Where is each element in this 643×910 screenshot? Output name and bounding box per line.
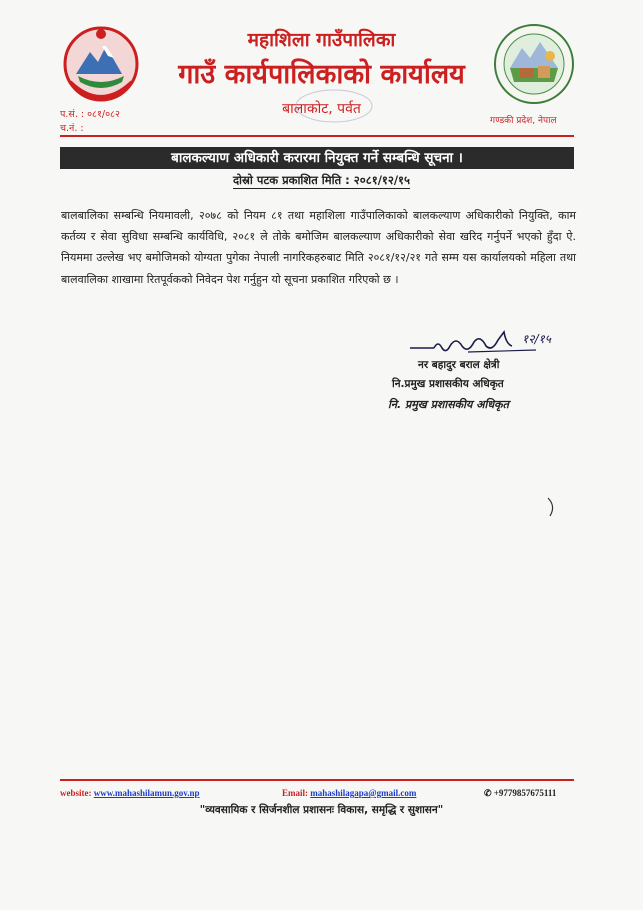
footer-phone: ✆ +9779857675111 [484, 788, 557, 798]
website-link[interactable]: www.mahashilamun.gov.np [93, 788, 200, 798]
signer-designation: नि.प्रमुख प्रशासकीय अधिकृत [392, 378, 504, 390]
footer-divider [60, 779, 574, 781]
notice-body: बालबालिका सम्बन्धि नियमावली, २०७८ को नियम ८१ तथा महाशिला गाउँपालिकाको बालकल्याण अधिकारीको नियुक्ति, काम कर्तव्य र सेवा सुविधा सम्बन्धि कार्यविधि, २०८१ ले तोके बमोजिम बालकल्याण अधिकारीको सेवा खरिद गर्नुपर्ने भएको हुँदा ऐ. नियममा उल्लेख भए बमोजिमको योग्यता पुगेका नेपाली नागरिकहरुबाट मिति २०८१/१२/२१ गते सम्म यस कार्यालयको महिला तथा बालवालिका शाखामा रितपूर्वकको निवेदन पेश गर्नुहुन यो सूचना प्रकाशित गरिएको छ । [61, 209, 576, 286]
publication-date-text: दोस्रो पटक प्रकाशित मिति : २०८१/१२/१५ [232, 173, 411, 187]
municipality-logo-icon [492, 22, 576, 106]
notice-title: बालकल्याण अधिकारी करारमा नियुक्त गर्ने सम्बन्धि सूचना । [60, 147, 574, 169]
footer-website [60, 788, 200, 798]
email-link[interactable]: mahashilagapa@gmail.com [310, 788, 417, 798]
signature-icon [408, 326, 594, 360]
header-divider [60, 135, 574, 137]
province-name: गण्डकी प्रदेश, नेपाल [490, 116, 557, 126]
pen-mark-icon [546, 496, 558, 518]
signature-date: १२/१५ [522, 332, 552, 346]
office-stamp-icon [292, 86, 376, 126]
designation-stamp: नि. प्रमुख प्रशासकीय अधिकृत [388, 398, 509, 411]
publication-date [0, 173, 643, 188]
footer-slogan: "व्यवसायिक र सिर्जनशील प्रशासनः विकास, समृद्धि र सुशासन" [199, 804, 444, 816]
reference-number: प.सं. : ०८१/०८२ [60, 109, 120, 120]
reference-block [60, 108, 120, 136]
signer-name: नर बहादुर बराल क्षेत्री [418, 359, 500, 371]
municipality-name: महाशिला गाउँपालिका [247, 29, 396, 51]
footer-email [282, 788, 416, 798]
email-label: Email: [282, 788, 308, 798]
dispatch-number: च.नं. : [60, 123, 84, 134]
office-location: बालाकोट, पर्वत [282, 101, 361, 117]
office-name: गाउँ कार्यपालिकाको कार्यालय [178, 59, 465, 90]
website-label: website: [60, 788, 92, 798]
